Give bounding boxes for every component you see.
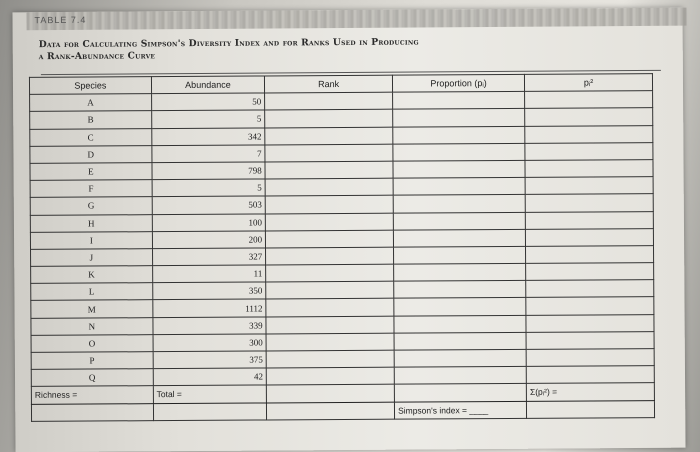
abundance-cell: 11 — [152, 265, 266, 283]
abundance-cell: 50 — [151, 93, 265, 111]
species-cell: A — [30, 94, 152, 112]
p-squared-cell[interactable] — [526, 280, 654, 298]
species-cell: K — [31, 266, 153, 284]
species-cell: F — [30, 180, 152, 198]
rank-cell[interactable] — [266, 350, 394, 368]
proportion-cell[interactable] — [393, 229, 525, 247]
proportion-cell[interactable] — [394, 263, 526, 281]
rank-cell[interactable] — [265, 178, 393, 196]
p-squared-cell[interactable] — [525, 177, 653, 195]
p-squared-cell[interactable] — [526, 331, 654, 349]
species-cell: D — [30, 145, 152, 163]
p-squared-cell[interactable] — [526, 245, 654, 263]
header-p-squared: pᵢ² — [525, 74, 653, 92]
proportion-cell[interactable] — [393, 195, 525, 213]
abundance-cell: 327 — [152, 248, 266, 266]
richness-cell[interactable]: Richness = — [31, 386, 153, 404]
proportion-cell[interactable] — [394, 367, 526, 385]
abundance-cell: 798 — [152, 162, 266, 180]
abundance-cell: 503 — [152, 196, 266, 214]
abundance-cell: 350 — [152, 282, 266, 300]
p-squared-cell[interactable] — [525, 194, 653, 212]
abundance-cell: 300 — [153, 334, 267, 352]
abundance-cell: 100 — [152, 213, 266, 231]
simpson-empty-1 — [31, 403, 153, 421]
p-squared-cell[interactable] — [525, 228, 653, 246]
table-label: TABLE 7.4 — [34, 14, 87, 26]
simpson-empty-5 — [527, 400, 655, 418]
sum-p-squared-cell[interactable]: Σ(pᵢ²) = — [526, 383, 654, 401]
species-cell: G — [30, 197, 152, 215]
header-abundance: Abundance — [151, 76, 265, 94]
proportion-cell[interactable] — [394, 281, 526, 299]
species-cell: L — [31, 283, 153, 301]
proportion-cell[interactable] — [394, 349, 526, 367]
p-squared-cell[interactable] — [525, 91, 653, 109]
species-cell: M — [31, 300, 153, 318]
rank-cell[interactable] — [265, 110, 393, 128]
proportion-cell[interactable] — [394, 332, 526, 350]
species-cell: J — [31, 249, 153, 267]
p-squared-cell[interactable] — [526, 297, 654, 315]
p-squared-cell[interactable] — [526, 349, 654, 367]
rank-cell[interactable] — [266, 367, 394, 385]
abundance-cell: 7 — [152, 145, 266, 163]
proportion-cell[interactable] — [394, 298, 526, 316]
p-squared-cell[interactable] — [526, 314, 654, 332]
table-title-line-2: a Rank-Abundance Curve — [38, 50, 156, 63]
total-cell[interactable]: Total = — [153, 385, 267, 403]
summary-rank-cell — [266, 385, 394, 403]
species-cell: N — [31, 317, 153, 335]
p-squared-cell[interactable] — [526, 366, 654, 384]
abundance-cell: 375 — [153, 351, 267, 369]
rank-cell[interactable] — [265, 127, 393, 145]
simpson-empty-3 — [267, 402, 395, 420]
header-rank: Rank — [265, 75, 393, 93]
header-proportion: Proportion (pᵢ) — [392, 74, 524, 92]
proportion-cell[interactable] — [394, 315, 526, 333]
species-cell: C — [30, 128, 152, 146]
simpson-empty-2 — [153, 403, 267, 421]
species-cell: P — [31, 352, 153, 370]
rank-cell[interactable] — [266, 230, 394, 248]
table-title-line-1: Data for Calculating Simpson's Diversity Index and for Ranks Used in Producing — [38, 36, 419, 51]
rank-cell[interactable] — [266, 316, 394, 334]
proportion-cell[interactable] — [393, 143, 525, 161]
abundance-cell: 42 — [153, 368, 267, 386]
rank-cell[interactable] — [265, 92, 393, 110]
proportion-cell[interactable] — [393, 160, 525, 178]
proportion-cell[interactable] — [393, 212, 525, 230]
rank-cell[interactable] — [265, 144, 393, 162]
species-cell: Q — [31, 369, 153, 387]
rank-cell[interactable] — [266, 264, 394, 282]
p-squared-cell[interactable] — [525, 108, 653, 126]
rank-cell[interactable] — [265, 213, 393, 231]
species-cell: O — [31, 334, 153, 352]
rank-cell[interactable] — [265, 161, 393, 179]
table-body — [30, 91, 655, 387]
abundance-cell: 5 — [152, 179, 266, 197]
p-squared-cell[interactable] — [525, 211, 653, 229]
table-title — [39, 35, 639, 63]
abundance-cell: 342 — [151, 128, 265, 146]
proportion-cell[interactable] — [393, 126, 525, 144]
simpson-row — [31, 400, 654, 421]
proportion-cell[interactable] — [393, 178, 525, 196]
summary-proportion-cell — [394, 384, 526, 402]
species-cell: H — [30, 214, 152, 232]
abundance-cell: 200 — [152, 231, 266, 249]
diversity-data-table — [29, 73, 655, 422]
proportion-cell[interactable] — [393, 109, 525, 127]
species-cell: E — [30, 163, 152, 181]
p-squared-cell[interactable] — [525, 125, 653, 143]
rank-cell[interactable] — [266, 333, 394, 351]
abundance-cell: 339 — [153, 317, 267, 335]
top-printed-strip — [26, 8, 686, 31]
header-species: Species — [29, 77, 151, 95]
abundance-cell: 1112 — [153, 299, 267, 317]
rank-cell[interactable] — [266, 299, 394, 317]
p-squared-cell[interactable] — [525, 160, 653, 178]
rank-cell[interactable] — [265, 195, 393, 213]
rank-cell[interactable] — [266, 281, 394, 299]
proportion-cell[interactable] — [394, 246, 526, 264]
p-squared-cell[interactable] — [525, 142, 653, 160]
species-cell: I — [30, 231, 152, 249]
p-squared-cell[interactable] — [526, 263, 654, 281]
proportion-cell[interactable] — [393, 92, 525, 110]
simpson-index-cell[interactable]: Simpson's index = ____ — [394, 401, 526, 419]
species-cell: B — [30, 111, 152, 129]
abundance-cell: 5 — [151, 110, 265, 128]
rank-cell[interactable] — [266, 247, 394, 265]
